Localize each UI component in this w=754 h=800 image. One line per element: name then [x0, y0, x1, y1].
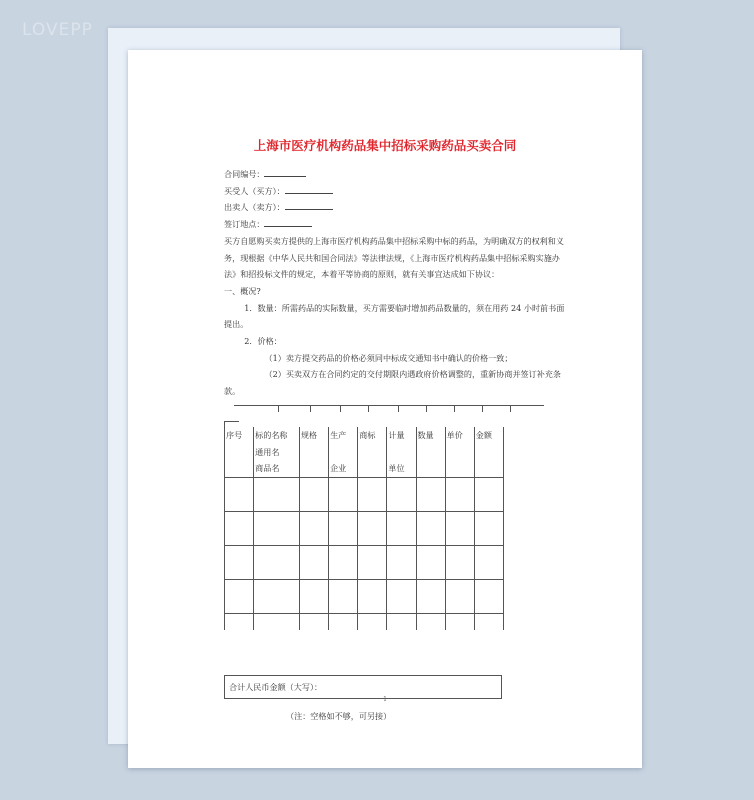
table-row [225, 528, 504, 545]
table-row [225, 562, 504, 579]
field-contract-no: 合同编号： [224, 166, 566, 183]
goods-grid [224, 427, 504, 630]
table-row [225, 494, 504, 511]
page-number: 1 [383, 696, 387, 703]
field-buyer: 买受人（买方）： [224, 183, 566, 200]
table-row [225, 477, 504, 494]
preamble-paragraph: 买方自愿购买卖方提供的上海市医疗机构药品集中招标采购中标的药品，为明确双方的权利和义务，现根据《中华人民共和国合同法》等法律法规，《上海市医疗机构药品集中招标采购实施办法》和招投标文件的规定，本着平等协商的原则，就有关事宜达成如下协议： [224, 235, 564, 280]
clause-price-1: （1）卖方提交药品的价格必须同中标成交通知书中确认的价格一致； [264, 352, 513, 363]
table-top-rule [234, 405, 544, 412]
field-place: 签订地点： [224, 216, 566, 233]
document-page [128, 50, 642, 768]
watermark-logo: LOVEPP [22, 20, 93, 40]
table-header-sub2: 商品名 企业 单位 [225, 460, 504, 477]
clause-quantity: 1．数量：所需药品的实际数量，买方需要临时增加药品数量的，须在用药 24 小时前书面提出。 [224, 302, 565, 330]
table-note: （注：空格如不够，可另接） [286, 711, 392, 721]
table-row [225, 511, 504, 528]
table-row [225, 579, 504, 596]
field-seller: 出卖人（卖方）： [224, 199, 566, 216]
clause-price: 2．价格： [244, 336, 282, 347]
table-header-sub1: 通用名 [225, 444, 504, 461]
table-header-row: 序号 标的名称 规格 生产 商标 计量 数量 单价 金额 [225, 427, 504, 444]
table-row [225, 613, 504, 630]
document-body [224, 166, 566, 400]
document-title: 上海市医疗机构药品集中招标采购药品买卖合同 [253, 138, 517, 153]
table-row [225, 545, 504, 562]
clause-price-2: （2）买卖双方在合同约定的交付期限内遇政府价格调整的，重新协商并签订补充条款。 [224, 369, 562, 397]
total-amount-row: 合计人民币金额（大写）： [224, 675, 502, 699]
table-row [225, 596, 504, 613]
section-heading: 一、概况? [224, 285, 261, 296]
